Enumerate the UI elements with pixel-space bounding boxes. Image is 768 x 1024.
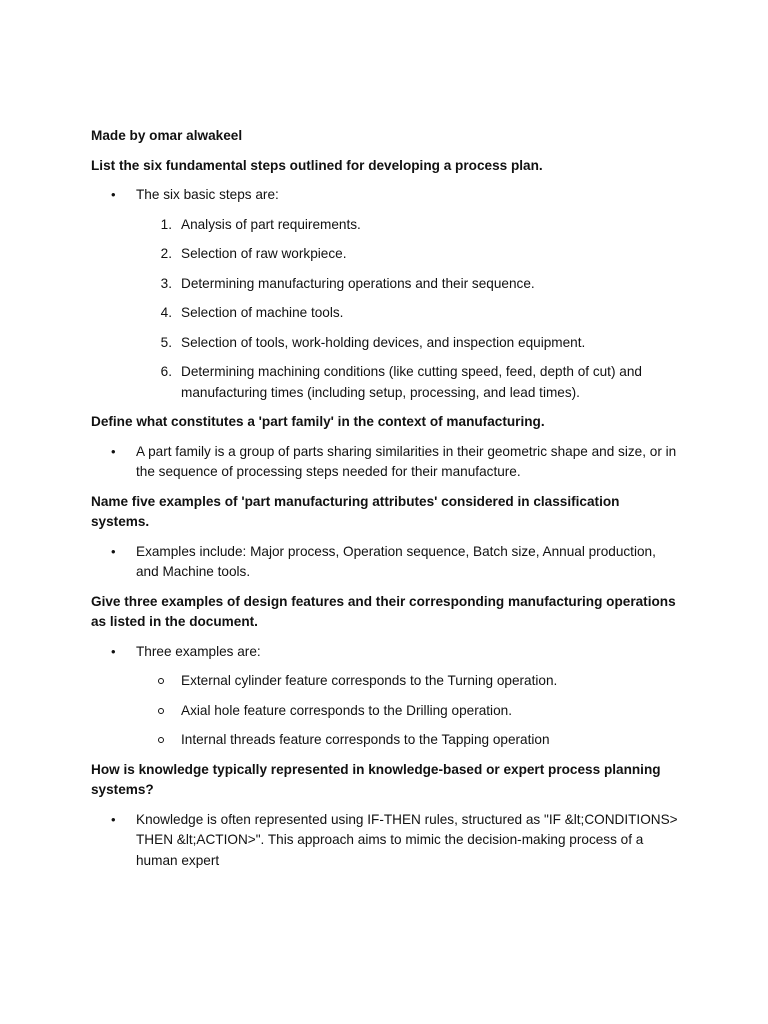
circle-bullet (158, 708, 164, 714)
bullet-text: A part family is a group of parts sharing similarities in their geometric shape and size, or in the sequence of processing steps needed for their manufacture. (136, 443, 677, 479)
circle-item-3: Internal threads feature corresponds to the Tapping operation (136, 730, 681, 751)
bullet-dot: • (111, 543, 116, 559)
bullet-text: The six basic steps are: (136, 187, 279, 202)
question-4: Give three examples of design features and their corresponding manufacturing operations as listed in the document. (91, 593, 676, 629)
bullet-item (91, 810, 681, 872)
answer-list-3 (91, 542, 681, 583)
numbered-item-3: 3. Determining manufacturing operations and their sequence. (160, 275, 535, 291)
circle-item-1: External cylinder feature corresponds to the Turning operation. (136, 671, 681, 692)
bullet-dot: • (111, 643, 116, 659)
answer-list-5 (91, 810, 681, 872)
circle-bullet (158, 678, 164, 684)
bullet-item (91, 442, 681, 483)
numbered-item-1: 1. Analysis of part requirements. (160, 216, 361, 232)
document-page (91, 126, 681, 880)
bullet-item (91, 542, 681, 583)
answer-list-1 (91, 185, 681, 403)
question-2: Define what constitutes a 'part family' in the context of manufacturing. (91, 414, 545, 429)
bullet-text: Knowledge is often represented using IF-THEN rules, structured as "IF &lt;CONDITIONS> THEN &lt;ACTION>". This approach aims to mimic the decision-making process of a human expert (136, 811, 678, 868)
circle-list (91, 671, 681, 751)
bullet-dot: • (111, 811, 116, 827)
question-5: How is knowledge typically represented in knowledge-based or expert process planning systems? (91, 761, 661, 797)
question-1: List the six fundamental steps outlined for developing a process plan. (91, 157, 543, 173)
question-3: Name five examples of 'part manufacturing attributes' considered in classification systems. (91, 493, 620, 529)
bullet-text: Three examples are: (136, 643, 261, 659)
bullet-text: Examples include: Major process, Operation sequence, Batch size, Annual production, and Machine tools. (136, 543, 656, 579)
circle-item-2: Axial hole feature corresponds to the Drilling operation. (136, 701, 681, 722)
circle-bullet (158, 737, 164, 743)
numbered-list (91, 215, 681, 404)
author-line: Made by omar alwakeel (91, 128, 243, 143)
answer-list-4 (91, 642, 681, 751)
numbered-item-2: 2. Selection of raw workpiece. (160, 246, 347, 261)
bullet-dot: • (111, 443, 116, 459)
answer-list-2 (91, 442, 681, 483)
numbered-item-6: 6. Determining machining conditions (like cutting speed, feed, depth of cut) and manufacturing times (including setup, processing, and lead times). (160, 364, 642, 400)
bullet-item (91, 642, 681, 751)
numbered-item-5: 5. Selection of tools, work-holding devices, and inspection equipment. (160, 334, 586, 350)
bullet-item (91, 185, 681, 403)
numbered-item-4: 4. Selection of machine tools. (160, 305, 344, 320)
bullet-dot: • (111, 187, 116, 202)
